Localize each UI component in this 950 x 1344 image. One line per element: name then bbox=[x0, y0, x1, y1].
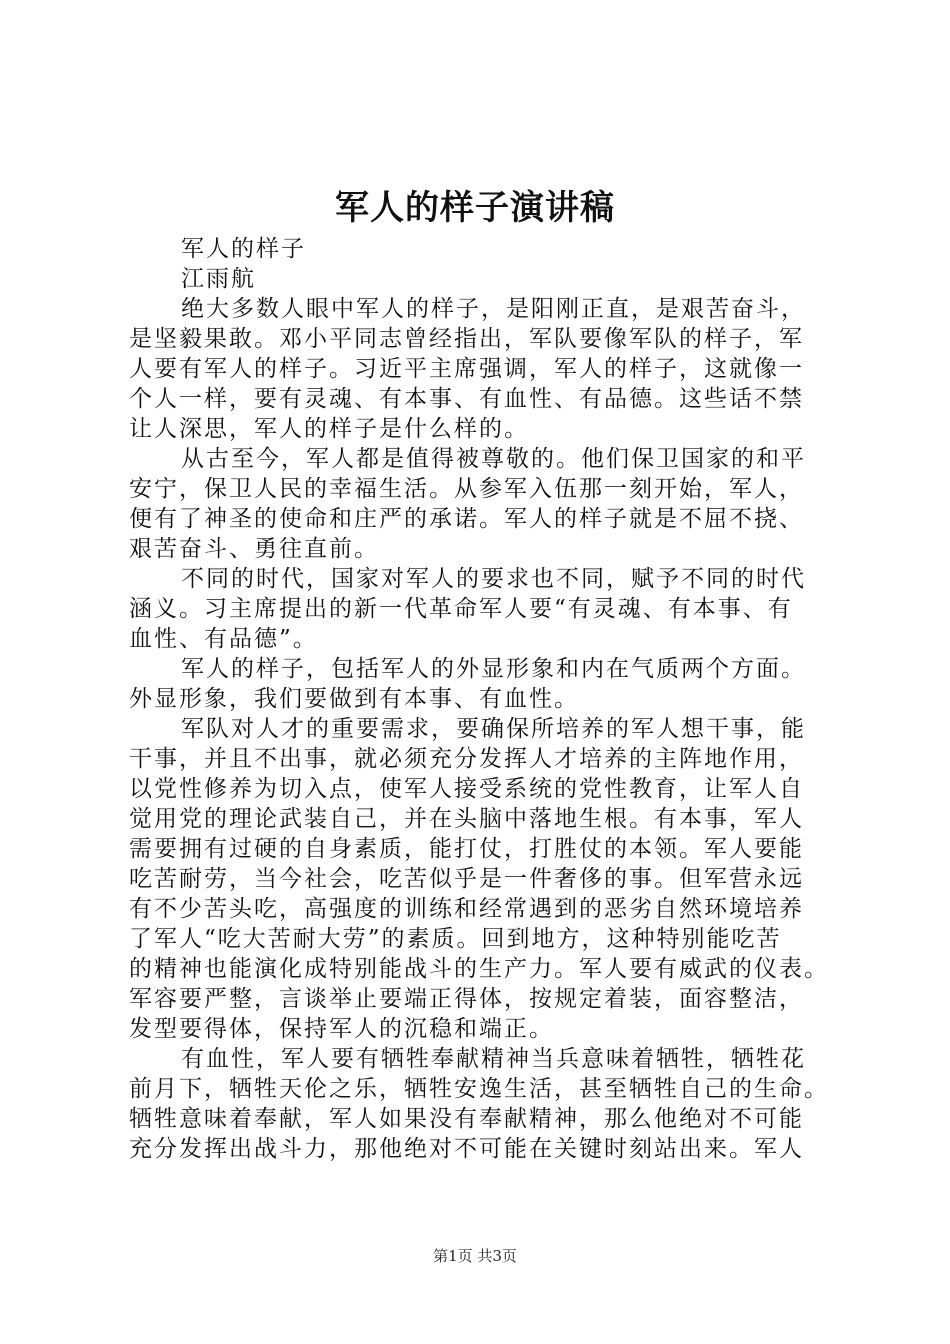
text-line: 外显形象，我们要做到有本事、有血性。 bbox=[129, 686, 579, 712]
text-line: 涵义。习主席提出的新一代革命军人要“有灵魂、有本事、有 bbox=[129, 596, 793, 622]
text-line: 军人的样子 bbox=[181, 236, 306, 262]
page-footer: 第1页 共3页 bbox=[433, 1247, 517, 1265]
text-line: 艰苦奋斗、勇往直前。 bbox=[129, 536, 379, 562]
text-line: 江雨航 bbox=[181, 266, 256, 292]
document-title: 军人的样子演讲稿 bbox=[335, 188, 615, 228]
text-line: 个人一样，要有灵魂、有本事、有血性、有品德。这些话不禁 bbox=[129, 386, 804, 412]
text-line: 充分发挥出战斗力，那他绝对不可能在关键时刻站出来。军人 bbox=[129, 1136, 804, 1162]
text-line: 牺牲意味着奉献，军人如果没有奉献精神，那么他绝对不可能 bbox=[129, 1106, 804, 1132]
text-line: 是坚毅果敢。邓小平同志曾经指出，军队要像军队的样子，军 bbox=[129, 326, 804, 352]
text-line: 觉用党的理论武装自己，并在头脑中落地生根。有本事，军人 bbox=[129, 806, 804, 832]
text-line: 的精神也能演化成特别能战斗的生产力。军人要有威武的仪表。 bbox=[129, 956, 829, 982]
text-line: 从古至今，军人都是值得被尊敬的。他们保卫国家的和平 bbox=[181, 446, 806, 472]
text-line: 有不少苦头吃，高强度的训练和经常遇到的恶劣自然环境培养 bbox=[129, 896, 804, 922]
text-line: 了军人“吃大苦耐大劳”的素质。回到地方，这种特别能吃苦 bbox=[129, 926, 782, 952]
text-line: 前月下，牺牲天伦之乐，牺牲安逸生活，甚至牺牲自己的生命。 bbox=[129, 1076, 829, 1102]
text-line: 让人深思，军人的样子是什么样的。 bbox=[129, 416, 529, 442]
text-line: 干事，并且不出事，就必须充分发挥人才培养的主阵地作用， bbox=[129, 746, 804, 772]
text-line: 不同的时代，国家对军人的要求也不同，赋予不同的时代 bbox=[181, 566, 806, 592]
document-body bbox=[129, 234, 859, 1164]
text-line: 血性、有品德”。 bbox=[129, 626, 318, 652]
text-line: 需要拥有过硬的自身素质，能打仗，打胜仗的本领。军人要能 bbox=[129, 836, 804, 862]
text-line: 吃苦耐劳，当今社会，吃苦似乎是一件奢侈的事。但军营永远 bbox=[129, 866, 804, 892]
text-line: 安宁，保卫人民的幸福生活。从参军入伍那一刻开始，军人， bbox=[129, 476, 804, 502]
text-line: 军队对人才的重要需求，要确保所培养的军人想干事，能 bbox=[181, 716, 806, 742]
text-line: 军容要严整，言谈举止要端正得体，按规定着装，面容整洁， bbox=[129, 986, 804, 1012]
text-line: 以党性修养为切入点，使军人接受系统的党性教育，让军人自 bbox=[129, 776, 804, 802]
text-line: 便有了神圣的使命和庄严的承诺。军人的样子就是不屈不挠、 bbox=[129, 506, 804, 532]
text-line: 军人的样子，包括军人的外显形象和内在气质两个方面。 bbox=[181, 656, 806, 682]
text-line: 有血性，军人要有牺牲奉献精神当兵意味着牺牲，牺牲花 bbox=[181, 1046, 806, 1072]
text-line: 绝大多数人眼中军人的样子，是阳刚正直，是艰苦奋斗， bbox=[181, 296, 806, 322]
text-line: 发型要得体，保持军人的沉稳和端正。 bbox=[129, 1016, 554, 1042]
text-line: 人要有军人的样子。习近平主席强调，军人的样子，这就像一 bbox=[129, 356, 804, 382]
